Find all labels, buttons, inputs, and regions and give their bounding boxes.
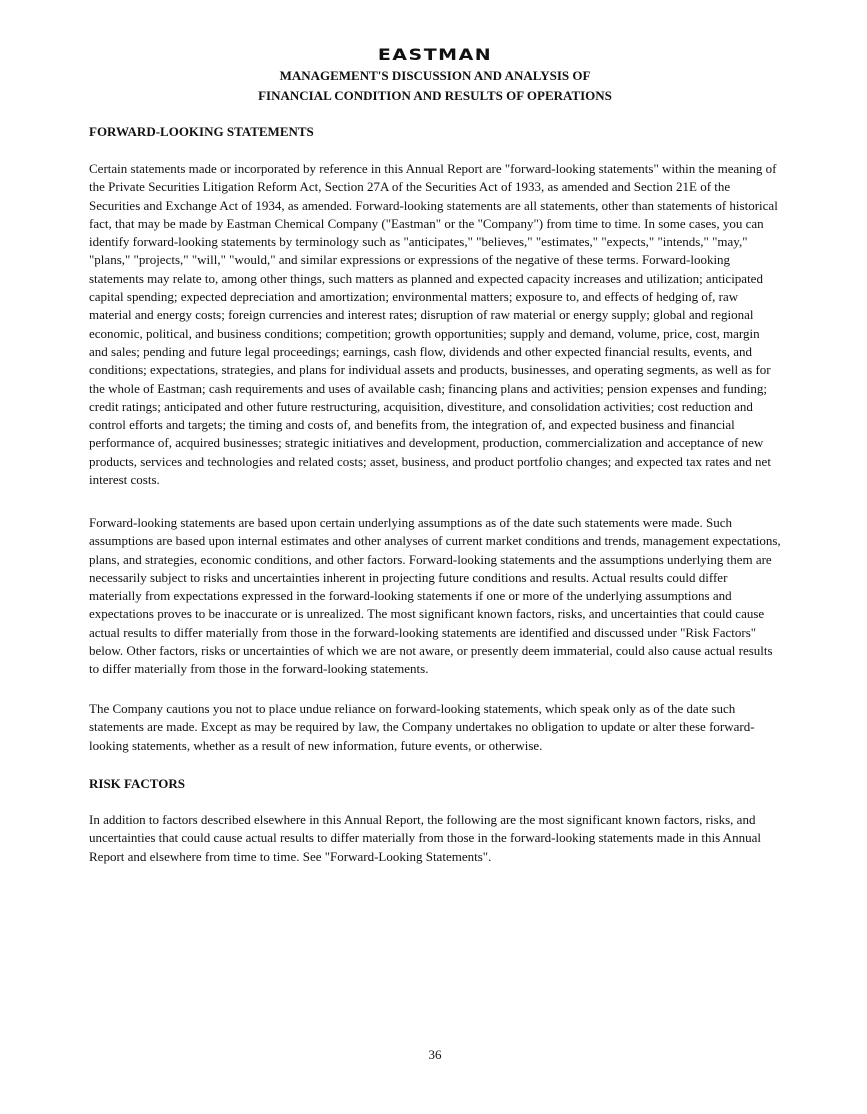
- document-title-line-2: FINANCIAL CONDITION AND RESULTS OF OPERATIONS: [258, 88, 612, 103]
- forward-looking-heading: FORWARD-LOOKING STATEMENTS: [89, 124, 314, 139]
- eastman-logo: EASTMAN: [377, 45, 493, 65]
- risk-factors-paragraph: In addition to factors described elsewhere in this Annual Report, the following are the most significant known factors, risks, and uncertainties that could cause actual results to differ materially from those in the forward-looking statements made in this Annual Report and elsewhere from time to time. See "Forward-Looking Statements".: [89, 812, 761, 864]
- document-title-line-1: MANAGEMENT'S DISCUSSION AND ANALYSIS OF: [279, 68, 591, 83]
- forward-looking-paragraph-3: The Company cautions you not to place undue reliance on forward-looking statements, which speak only as of the date such statements are made. Except as may be required by law, the Company undertakes no obligation to update or alter these forward-looking statements, whether as a result of new information, future events, or otherwise.: [89, 701, 755, 753]
- risk-factors-heading: RISK FACTORS: [89, 776, 185, 791]
- forward-looking-paragraph-2: Forward-looking statements are based upon certain underlying assumptions as of the date such statements were made. Such assumptions are based upon internal estimates and other analyses of current market conditions and trends, management expectations, plans, and strategies, economic conditions, and other factors. Forward-looking statements and the assumptions underlying them are necessarily subject to risks and uncertainties inherent in projecting future conditions and results. Actual results could differ materially from expectations expressed in the forward-looking statements if one or more of the underlying assumptions and expectations proves to be inaccurate or is unrealized. The most significant known factors, risks, and uncertainties that could cause actual results to differ materially from those in the forward-looking statements are identified and discussed under "Risk Factors" below. Other factors, risks or uncertainties of which we are not aware, or presently deem immaterial, could also cause actual results to differ materially from those in the forward-looking statements.: [89, 515, 781, 677]
- page-number: 36: [428, 1047, 442, 1062]
- forward-looking-paragraph-1: Certain statements made or incorporated by reference in this Annual Report are "forward-looking statements" within the meaning of the Private Securities Litigation Reform Act, Section 27A of the Securities Act of 1933, as amended and Section 21E of the Securities and Exchange Act of 1934, as amended. Forward-looking statements are all statements, other than statements of historical fact, that may be made by Eastman Chemical Company ("Eastman" or the "Company") from time to time. In some cases, you can identify forward-looking statements by terminology such as "anticipates," "believes," "estimates," "expects," "intends," "may," "plans," "projects," "will," "would," and similar expressions or expressions of the negative of these terms. Forward-looking statements may relate to, among other things, such matters as planned and expected capacity increases and utilization; anticipated capital spending; expected depreciation and amortization; environmental matters; exposure to, and effects of hedging of, raw material and energy costs; foreign currencies and interest rates; disruption of raw material or energy supply; global and regional economic, political, and business conditions; competition; growth opportunities; supply and demand, volume, price, cost, margin and sales; pending and future legal proceedings; earnings, cash flow, dividends and other expected financial results, events, and conditions; expectations, strategies, and plans for individual assets and products, businesses, and operating segments, as well as for the whole of Eastman; cash requirements and uses of available cash; financing plans and activities; pension expenses and funding; credit ratings; anticipated and other future restructuring, acquisition, divestiture, and consolidation activities; cost reduction and control efforts and targets; the timing and costs of, and benefits from, the integration of, and expected business and financial performance of, acquired businesses; strategic initiatives and development, production, commercialization and acceptance of new products, services and technologies and related costs; asset, business, and product portfolio changes; and expected tax rates and net interest costs.: [89, 161, 778, 488]
